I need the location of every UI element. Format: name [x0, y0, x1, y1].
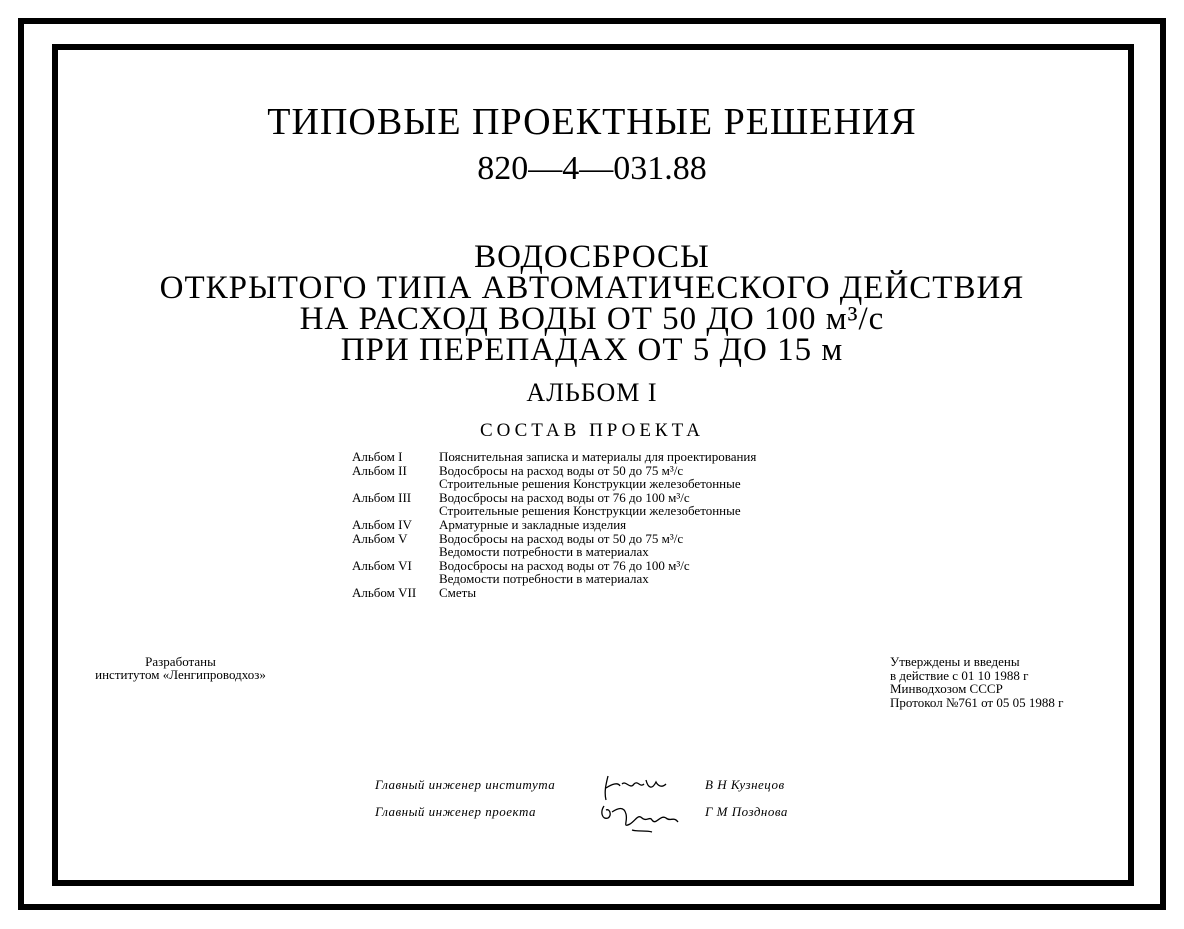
- list-item: [352, 504, 756, 518]
- album-label: [352, 477, 439, 491]
- album-number: АЛЬБОМ I: [526, 378, 658, 407]
- chief-project-name: Г М Позднова: [705, 804, 788, 819]
- album-description: Водосбросы на расход воды от 50 до 75 м³/с: [439, 462, 684, 478]
- document-code: 820—4—031.88: [477, 150, 707, 187]
- title-line-4: ПРИ ПЕРЕПАДАХ ОТ 5 ДО 15 м: [340, 332, 844, 368]
- list-item: [352, 559, 756, 573]
- chief-project-label: Главный инженер проекта: [375, 804, 537, 819]
- series-title: ТИПОВЫЕ ПРОЕКТНЫЕ РЕШЕНИЯ: [267, 101, 917, 143]
- developer-line-1: Разработаны: [145, 654, 216, 669]
- album-label: Альбом I: [352, 449, 403, 464]
- list-item: [352, 545, 756, 559]
- approval-line-2: в действие с 01 10 1988 г: [890, 667, 1029, 683]
- album-label: [352, 504, 439, 518]
- list-item: [352, 532, 756, 546]
- document-title: [0, 239, 1184, 368]
- title-line-1: ВОДОСБРОСЫ: [474, 239, 710, 275]
- list-item: [352, 518, 756, 532]
- album-label: Альбом VII: [352, 584, 417, 600]
- list-item: [352, 586, 756, 600]
- chief-institute-name: В Н Кузнецов: [705, 777, 785, 792]
- developer-block: [78, 655, 283, 681]
- handwritten-signatures-icon: [596, 770, 686, 836]
- approval-line-3: Минводхозом СССР: [890, 681, 1003, 696]
- album-label: Альбом II: [352, 462, 407, 478]
- album-description: Водосбросы на расход воды от 76 до 100 м³/с: [439, 489, 690, 505]
- title-line-2: ОТКРЫТОГО ТИПА АВТОМАТИЧЕСКОГО ДЕЙСТВИЯ: [159, 270, 1025, 306]
- album-label: [352, 545, 439, 559]
- list-item: [352, 572, 756, 586]
- list-item: [352, 491, 756, 505]
- album-description: Ведомости потребности в материалах: [439, 571, 649, 587]
- album-description: Арматурные и закладные изделия: [439, 516, 627, 532]
- album-description: Сметы: [439, 584, 477, 600]
- approval-line-4: Протокол №761 от 05 05 1988 г: [890, 694, 1064, 710]
- contents-list: [352, 450, 756, 600]
- title-line-3: НА РАСХОД ВОДЫ ОТ 50 ДО 100 м³/с: [299, 301, 885, 337]
- chief-institute-label: Главный инженер института: [375, 777, 556, 792]
- contents-heading: СОСТАВ ПРОЕКТА: [479, 420, 704, 441]
- album-description: Строительные решения Конструкции железобетонные: [439, 476, 741, 492]
- album-label: Альбом IV: [352, 516, 412, 532]
- album-label: Альбом VI: [352, 557, 412, 573]
- album-label: Альбом III: [352, 489, 412, 505]
- list-item: [352, 450, 756, 464]
- list-item: [352, 477, 756, 491]
- approval-line-1: Утверждены и введены: [890, 654, 1020, 669]
- album-description: Водосбросы на расход воды от 50 до 75 м³/с: [439, 530, 684, 546]
- developer-line-2: институтом «Ленгипроводхоз»: [95, 667, 266, 682]
- approval-block: [890, 655, 1063, 709]
- album-description: Строительные решения Конструкции железобетонные: [439, 503, 741, 519]
- album-description: Водосбросы на расход воды от 76 до 100 м³/с: [439, 557, 690, 573]
- album-description: Ведомости потребности в материалах: [439, 544, 649, 560]
- album-label: Альбом V: [352, 530, 408, 546]
- list-item: [352, 464, 756, 478]
- album-description: Пояснительная записка и материалы для проектирования: [439, 449, 757, 464]
- album-label: [352, 572, 439, 586]
